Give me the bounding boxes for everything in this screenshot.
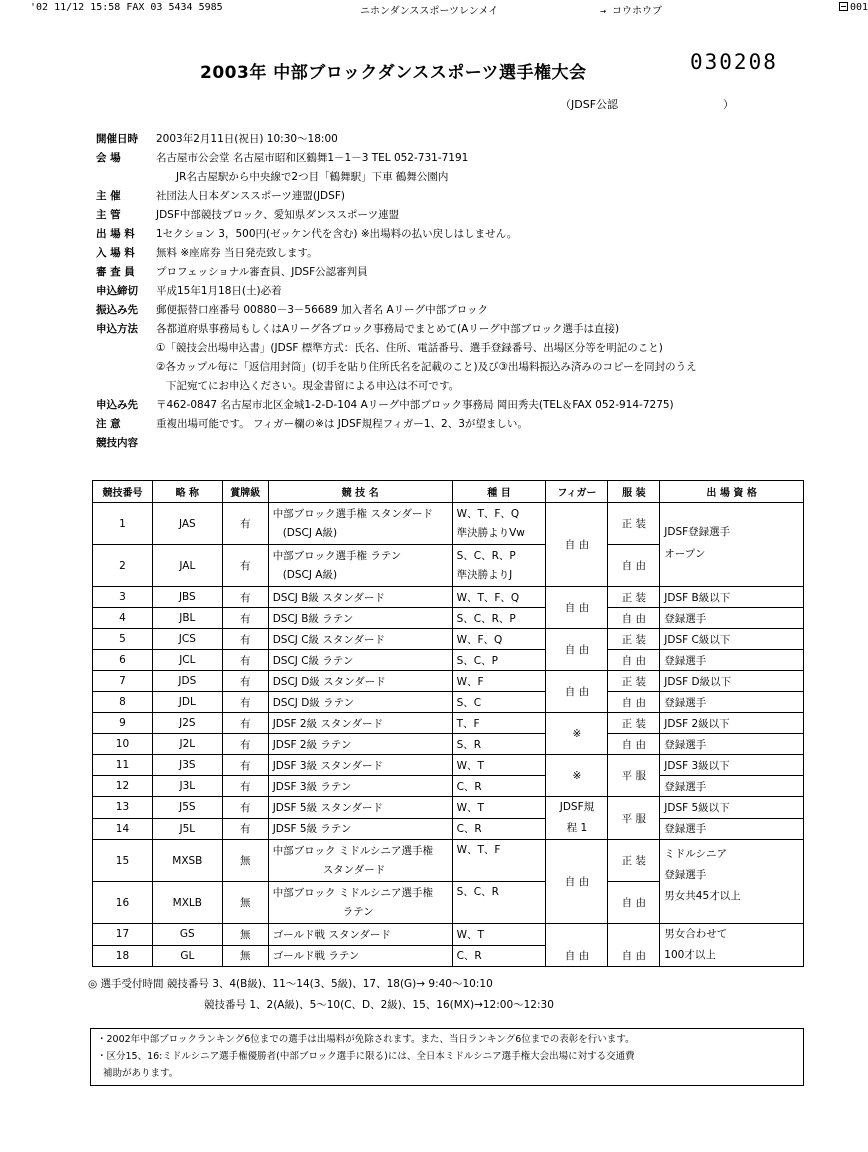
cell-qualification: 登録選手 [660, 776, 804, 797]
table-row [93, 608, 804, 629]
cell-trophy: 有 [222, 608, 268, 629]
items-line-1: W、T、F、Q [456, 507, 520, 520]
table-row [93, 734, 804, 755]
cell-dress: 正 装 [608, 587, 660, 608]
cell-number: 11 [93, 755, 153, 776]
cell-abbr: MXSB [152, 840, 222, 882]
cell-abbr: GS [152, 924, 222, 946]
admission-label: 入 場 料 [96, 247, 135, 259]
cell-trophy: 有 [222, 692, 268, 713]
cell-number: 10 [93, 734, 153, 755]
cell-figure: ※ [546, 713, 608, 755]
address-value: 〒462-0847 名古屋市北区金城1-2-D-104 Aリーグ中部ブロック事務局 岡田秀夫(TEL＆FAX 052-914-7275) [156, 399, 674, 411]
cell-qualification: 登録選手 [660, 650, 804, 671]
cell-qualification: JDSF C級以下 [660, 629, 804, 650]
cell-dress: 正 装 [608, 671, 660, 692]
cell-number: 16 [93, 882, 153, 924]
fax-header [30, 2, 868, 17]
cell-trophy: 有 [222, 797, 268, 819]
fig-line-1: JDSF規 [559, 801, 595, 813]
competition-table [92, 480, 804, 967]
content-label: 競技内容 [96, 437, 138, 449]
transfer-value: 郵便振替口座番号 00880－3－56689 加入者名 Aリーグ中部ブロック [156, 304, 488, 316]
method-line-4: 下記宛てにお申込ください。現金書留による申込は不可です。 [166, 380, 460, 392]
cell-name: DSCJ C級 ラテン [268, 650, 452, 671]
cell-number: 8 [93, 692, 153, 713]
table-row [93, 755, 804, 776]
table-row [93, 924, 804, 946]
cell-trophy: 有 [222, 587, 268, 608]
method-line-3: ②各カップル毎に「返信用封筒」(切手を貼り住所氏名を記載のこと)及び③出場料振込み済みのコピーを同封のうえ [156, 361, 697, 373]
note-1: ・2002年中部ブロックランキング6位までの選手は出場料が免除されます。また、当日ランキング6位までの表彰を行います。 [97, 1034, 635, 1045]
reception-line-2: 競技番号 1、2(A級)、5～10(C、D、2級)、15、16(MX)→12:00～12:30 [204, 999, 554, 1011]
col-header-dress: 服 装 [608, 481, 660, 503]
table-row [93, 629, 804, 650]
event-info [96, 130, 816, 453]
fax-datetime: '02 11/12 15:58 FAX 03 5434 5985 [30, 2, 223, 13]
items-line-1: S、C、R、P [456, 549, 516, 562]
cell-abbr: JCS [152, 629, 222, 650]
cell-name: JDSF 5級 スタンダード [268, 797, 452, 819]
cell-items: W、F、Q [452, 629, 546, 650]
notes-box [90, 1028, 804, 1086]
name-line-2: (DSCJ A級) [282, 568, 338, 581]
cell-dress: 平 服 [608, 755, 660, 797]
cell-number: 6 [93, 650, 153, 671]
name-line-1: 中部ブロック ミドルシニア選手権 [272, 844, 434, 857]
document-title: 2003年 中部ブロックダンススポーツ選手権大会 [200, 63, 587, 83]
cell-figure: 自 由 [546, 629, 608, 671]
name-line-2: (DSCJ A級) [282, 526, 338, 539]
manager-value: JDSF中部競技ブロック、愛知県ダンススポーツ連盟 [156, 209, 400, 221]
cell-name: ゴールド戦 スタンダード [268, 924, 452, 946]
qual-line-3: 男女共45才以上 [664, 890, 741, 902]
cell-items: S、R [452, 734, 546, 755]
cell-figure: 自 由 [546, 587, 608, 629]
judges-value: プロフェッショナル審査員、JDSF公認審判員 [156, 266, 368, 278]
cell-trophy: 有 [222, 503, 268, 545]
cell-trophy: 有 [222, 671, 268, 692]
col-header-name: 競 技 名 [268, 481, 452, 503]
fax-sender: ニホンダンススポーツレンメイ [360, 6, 499, 17]
qual-line-1: JDSF登録選手 [664, 526, 731, 538]
access-value: JR名古屋駅から中央線で2つ目「鶴舞駅」下車 鶴舞公園内 [176, 171, 449, 183]
address-label: 申込み先 [96, 399, 138, 411]
cell-trophy: 有 [222, 629, 268, 650]
cell-figure: 自 由 [546, 503, 608, 587]
qual-line-2: 登録選手 [664, 869, 707, 881]
cell-name: DSCJ B級 スタンダード [268, 587, 452, 608]
note-3: 補助があります。 [103, 1068, 179, 1079]
cell-items: C、R [452, 945, 546, 967]
table-header-row [93, 481, 804, 503]
table-row [93, 818, 804, 840]
items-line-2: 準決勝よりJ [456, 568, 513, 581]
table-row [93, 587, 804, 608]
table-row [93, 776, 804, 797]
table-row [93, 840, 804, 882]
table-row [93, 650, 804, 671]
cell-dress: 自 由 [608, 608, 660, 629]
cell-dress: 正 装 [608, 503, 660, 545]
cell-qualification: JDSF D級以下 [660, 671, 804, 692]
col-header-qualification: 出 場 資 格 [660, 481, 804, 503]
jdsf-note-open: （JDSF公認 [560, 98, 619, 111]
method-line-2: ①「競技会出場申込書」(JDSF 標準方式：氏名、住所、電話番号、選手登録番号、出場区分等を明記のこと) [156, 342, 663, 354]
name-line-1: 中部ブロック選手権 ラテン [272, 549, 402, 562]
fax-page-number: 001 [850, 2, 868, 13]
organizer-value: 社団法人日本ダンススポーツ連盟(JDSF) [156, 190, 345, 202]
cell-abbr: J5S [152, 797, 222, 819]
stamp-number: 030208 [690, 50, 778, 74]
cell-trophy: 無 [222, 882, 268, 924]
fig-line-2: 程 1 [566, 822, 588, 834]
cell-trophy: 有 [222, 734, 268, 755]
cell-items [452, 545, 546, 587]
cell-number: 12 [93, 776, 153, 797]
judges-label: 審 査 員 [96, 266, 135, 278]
cell-dress: 自 由 [608, 924, 660, 967]
table-row [93, 503, 804, 545]
cell-qualification: JDSF B級以下 [660, 587, 804, 608]
admission-value: 無料 ※座席券 当日発売致します。 [156, 247, 318, 259]
manager-label: 主 管 [96, 209, 121, 221]
cell-items: T、F [452, 713, 546, 734]
cell-abbr: JDS [152, 671, 222, 692]
fax-page [839, 2, 868, 13]
qual-line-1: 男女合わせて [664, 928, 728, 940]
cell-qualification: JDSF 3級以下 [660, 755, 804, 776]
fax-recipient: → コウホウブ [600, 6, 663, 17]
name-line-1: 中部ブロック ミドルシニア選手権 [272, 886, 434, 899]
cell-items: S、C [452, 692, 546, 713]
caution-value: 重複出場可能です。 フィガー欄の※は JDSF規程フィガー1、2、3が望ましい。 [156, 418, 528, 430]
cell-figure: 自 由 [546, 840, 608, 924]
cell-name [268, 545, 452, 587]
cell-qualification [660, 503, 804, 587]
cell-dress: 自 由 [608, 882, 660, 924]
items-line-2: 準決勝よりVw [456, 526, 525, 539]
cell-items: C、R [452, 776, 546, 797]
cell-trophy: 有 [222, 545, 268, 587]
col-header-items: 種 目 [452, 481, 546, 503]
jdsf-note-close: ） [723, 98, 735, 111]
cell-trophy: 有 [222, 650, 268, 671]
table-row [93, 671, 804, 692]
table-row [93, 797, 804, 819]
deadline-label: 申込締切 [96, 285, 138, 297]
name-line-2: スタンダード [322, 863, 386, 876]
qual-line-2: オープン [664, 548, 706, 560]
cell-trophy: 無 [222, 840, 268, 882]
cell-abbr: J5L [152, 818, 222, 840]
cell-name: DSCJ D級 ラテン [268, 692, 452, 713]
cell-name: JDSF 3級 ラテン [268, 776, 452, 797]
cell-number: 3 [93, 587, 153, 608]
cell-abbr: JCL [152, 650, 222, 671]
cell-items: S、C、R [452, 882, 546, 924]
cell-dress: 自 由 [608, 545, 660, 587]
col-header-number: 競技番号 [93, 481, 153, 503]
name-line-2: ラテン [342, 905, 374, 918]
cell-dress: 平 服 [608, 797, 660, 840]
transfer-label: 振込み先 [96, 304, 138, 316]
cell-qualification: 登録選手 [660, 608, 804, 629]
method-line-1: 各都道府県事務局もしくはAリーグ各ブロック事務局でまとめて(Aリーグ中部ブロック選手は直接) [156, 323, 620, 335]
entry-fee-value: 1セクション 3，500円(ゼッケン代を含む) ※出場料の払い戻しはしません。 [156, 228, 518, 240]
cell-dress: 正 装 [608, 840, 660, 882]
cell-items: C、R [452, 818, 546, 840]
cell-name: DSCJ B級 ラテン [268, 608, 452, 629]
page-icon [839, 2, 848, 11]
cell-abbr: J2L [152, 734, 222, 755]
cell-number: 9 [93, 713, 153, 734]
cell-name: JDSF 2級 スタンダード [268, 713, 452, 734]
table-row [93, 713, 804, 734]
cell-figure: 自 由 [546, 924, 608, 967]
col-header-trophy: 賞牌級 [222, 481, 268, 503]
cell-trophy: 有 [222, 776, 268, 797]
cell-items: W、T [452, 755, 546, 776]
cell-dress: 自 由 [608, 650, 660, 671]
venue-value: 名古屋市公会堂 名古屋市昭和区鶴舞1－1－3 TEL 052-731-7191 [156, 152, 469, 164]
cell-abbr: MXLB [152, 882, 222, 924]
cell-number: 13 [93, 797, 153, 819]
cell-trophy: 有 [222, 755, 268, 776]
col-header-abbr: 略 称 [152, 481, 222, 503]
cell-name [268, 503, 452, 545]
cell-trophy: 有 [222, 713, 268, 734]
cell-abbr: J3L [152, 776, 222, 797]
cell-items: W、T [452, 797, 546, 819]
cell-name: JDSF 5級 ラテン [268, 818, 452, 840]
cell-number: 7 [93, 671, 153, 692]
cell-abbr: JDL [152, 692, 222, 713]
cell-abbr: JAL [152, 545, 222, 587]
organizer-label: 主 催 [96, 190, 121, 202]
name-line-1: 中部ブロック選手権 スタンダード [272, 507, 433, 520]
cell-abbr: J2S [152, 713, 222, 734]
cell-abbr: JAS [152, 503, 222, 545]
cell-figure: ※ [546, 755, 608, 797]
cell-trophy: 無 [222, 924, 268, 946]
cell-abbr: JBS [152, 587, 222, 608]
cell-number: 14 [93, 818, 153, 840]
cell-figure: 自 由 [546, 671, 608, 713]
entry-fee-label: 出 場 料 [96, 228, 135, 240]
cell-qualification: 登録選手 [660, 692, 804, 713]
reception-mark: ◎ [88, 978, 98, 990]
cell-name [268, 840, 452, 882]
deadline-value: 平成15年1月18日(土)必着 [156, 285, 282, 297]
cell-qualification [660, 840, 804, 924]
cell-number: 5 [93, 629, 153, 650]
cell-number: 1 [93, 503, 153, 545]
cell-items: S、C、R、P [452, 608, 546, 629]
cell-number: 2 [93, 545, 153, 587]
cell-qualification: 登録選手 [660, 734, 804, 755]
method-label: 申込方法 [96, 323, 138, 335]
cell-dress: 自 由 [608, 692, 660, 713]
cell-name: JDSF 3級 スタンダード [268, 755, 452, 776]
cell-items: W、T [452, 924, 546, 946]
qual-line-2: 100才以上 [664, 949, 716, 961]
cell-name: DSCJ C級 スタンダード [268, 629, 452, 650]
cell-qualification [660, 924, 804, 967]
qual-line-1: ミドルシニア [664, 848, 728, 860]
venue-label: 会 場 [96, 152, 121, 164]
note-2: ・区分15、16:ミドルシニア選手権優勝者(中部ブロック選手に限る)には、全日本ミドルシニア選手権大会出場に対する交通費 [97, 1051, 635, 1062]
cell-qualification: JDSF 5級以下 [660, 797, 804, 819]
cell-items: W、F [452, 671, 546, 692]
col-header-figure: フィガー [546, 481, 608, 503]
cell-dress: 自 由 [608, 734, 660, 755]
cell-items: W、T、F、Q [452, 587, 546, 608]
cell-items [452, 503, 546, 545]
cell-qualification: 登録選手 [660, 818, 804, 840]
cell-dress: 正 装 [608, 629, 660, 650]
cell-qualification: JDSF 2級以下 [660, 713, 804, 734]
cell-number: 15 [93, 840, 153, 882]
cell-items: W、T、F [452, 840, 546, 882]
cell-abbr: GL [152, 945, 222, 967]
cell-dress: 正 装 [608, 713, 660, 734]
cell-items: S、C、P [452, 650, 546, 671]
cell-name [268, 882, 452, 924]
reception-times [88, 974, 554, 1016]
jdsf-sanction-note [560, 96, 734, 112]
cell-number: 17 [93, 924, 153, 946]
caution-label: 注 意 [96, 418, 121, 430]
cell-trophy: 無 [222, 945, 268, 967]
reception-line-1: 選手受付時間 競技番号 3、4(B級)、11～14(3、5級)、17、18(G)→ 9:40～10:10 [100, 978, 493, 990]
date-value: 2003年2月11日(祝日) 10:30～18:00 [156, 133, 338, 145]
cell-abbr: J3S [152, 755, 222, 776]
cell-number: 4 [93, 608, 153, 629]
cell-abbr: JBL [152, 608, 222, 629]
cell-name: JDSF 2級 ラテン [268, 734, 452, 755]
cell-name: DSCJ D級 スタンダード [268, 671, 452, 692]
cell-figure [546, 797, 608, 840]
table-row [93, 692, 804, 713]
cell-name: ゴールド戦 ラテン [268, 945, 452, 967]
cell-trophy: 有 [222, 818, 268, 840]
date-label: 開催日時 [96, 133, 138, 145]
cell-number: 18 [93, 945, 153, 967]
